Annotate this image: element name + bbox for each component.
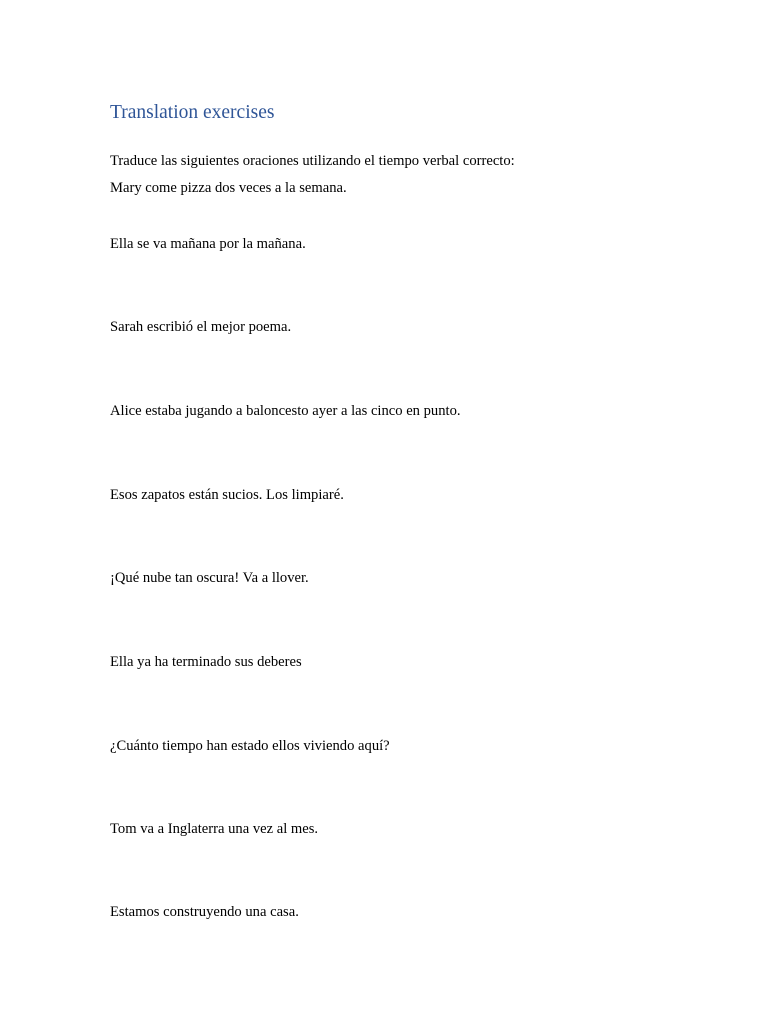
- sentence-3: Sarah escribió el mejor poema.: [110, 319, 292, 335]
- instruction-text: Traduce las siguientes oraciones utilizando el tiempo verbal correcto:: [110, 153, 515, 169]
- document-title: Translation exercises: [110, 102, 275, 123]
- sentence-8: ¿Cuánto tiempo han estado ellos viviendo aquí?: [110, 738, 390, 754]
- sentence-9: Tom va a Inglaterra una vez al mes.: [110, 821, 319, 837]
- sentence-10: Estamos construyendo una casa.: [110, 904, 299, 920]
- sentence-2: Ella se va mañana por la mañana.: [110, 236, 306, 252]
- sentence-1: Mary come pizza dos veces a la semana.: [110, 180, 347, 196]
- sentence-5: Esos zapatos están sucios. Los limpiaré.: [110, 487, 344, 503]
- sentence-6: ¡Qué nube tan oscura! Va a llover.: [110, 570, 309, 586]
- sentence-7: Ella ya ha terminado sus deberes: [110, 654, 302, 670]
- sentence-4: Alice estaba jugando a baloncesto ayer a las cinco en punto.: [110, 403, 461, 419]
